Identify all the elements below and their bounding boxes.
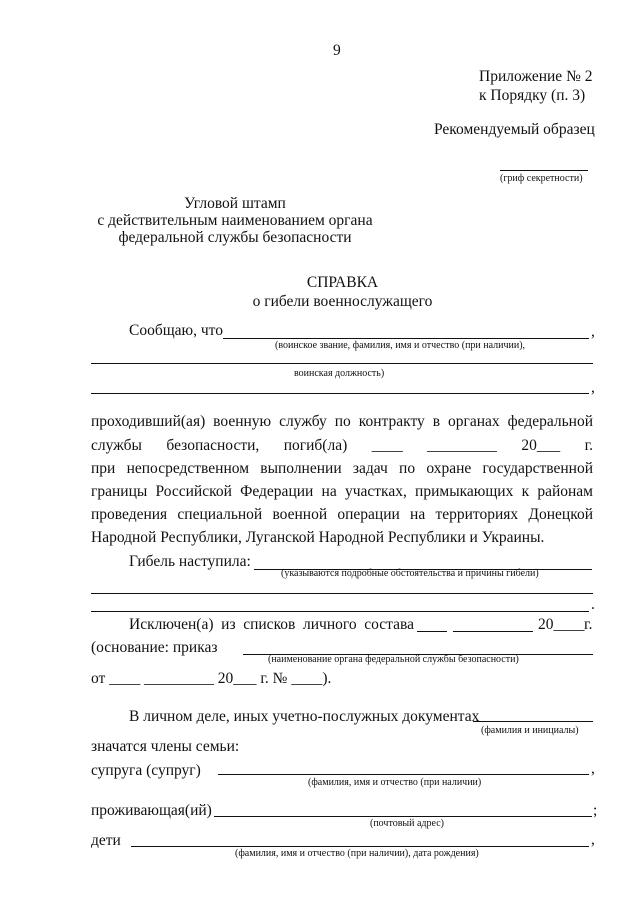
excluded-month-line (453, 631, 533, 632)
children-hint: (фамилия, имя и отчество (при наличии), дата рождения) (235, 848, 479, 859)
children-line (131, 846, 589, 847)
stamp-line-2: с действительным наименованием органа (97, 212, 373, 229)
page-number: 9 (333, 42, 341, 59)
body-line-6: Народной Республики, Луганской Народной Республики и Украины. (91, 529, 545, 546)
recommended-sample-label: Рекомендуемый образец (434, 121, 595, 138)
excluded-year: 20____ (538, 616, 585, 633)
death-line-2 (91, 593, 593, 594)
body-line-5: проведения специальной военной операции на территориях Донецкой (91, 506, 593, 523)
spouse-line (218, 774, 589, 775)
basis-hint: (наименование органа федеральной службы безопасности) (268, 654, 519, 665)
residing-label: проживающая(ий) (91, 802, 212, 819)
position-line (91, 393, 589, 394)
address-hint: (почтовый адрес) (370, 818, 444, 829)
document-subtitle: о гибели военнослужащего (252, 293, 433, 310)
excluded-day-line (417, 631, 447, 632)
secrecy-line (500, 170, 588, 171)
spouse-label: супруга (супруг) (91, 762, 201, 779)
intro-lead: Сообщаю, что (129, 322, 223, 339)
name-line (223, 338, 589, 339)
family-listed: значатся члены семьи: (91, 738, 240, 755)
secrecy-caption: (гриф секретности) (500, 173, 583, 184)
residing-semicolon: ; (593, 802, 598, 819)
children-comma: , (591, 831, 595, 848)
death-hint: (указываются подробные обстоятельства и причины гибели) (281, 568, 539, 579)
appendix-reference: к Порядку (п. 3) (479, 87, 586, 104)
spouse-comma: , (591, 760, 595, 777)
address-line (214, 816, 592, 817)
body-line-2: службы безопасности, погиб(ла) ____ _________ 20___ г. (91, 437, 594, 454)
position-hint: воинская должность) (294, 368, 385, 379)
death-label: Гибель наступила: (129, 553, 251, 570)
spouse-hint: (фамилия, имя и отчество (при наличии) (308, 777, 482, 788)
basis-label: (основание: приказ (91, 639, 218, 656)
intro-comma: , (591, 323, 595, 340)
stamp-line-1: Угловой штамп (184, 195, 286, 212)
body-line-1: проходивший(ая) военную службу по контракту в органах федеральной (91, 413, 593, 430)
appendix-title: Приложение № 2 (479, 68, 593, 85)
order-date-line: от ____ _________ 20___ г. № ____). (91, 670, 332, 687)
death-period: . (591, 596, 595, 613)
body-line-3: при непосредственном выполнении задач по охране государственной (91, 460, 593, 477)
family-lead: В личном деле, иных учетно-послужных документах (129, 708, 480, 725)
excluded-g: г. (584, 616, 593, 633)
body-line-4: границы Российской Федерации на участках, примыкающих к районам (91, 483, 593, 500)
stamp-line-3: федеральной службы безопасности (118, 229, 352, 246)
name-line-2 (91, 363, 593, 364)
excluded-text: Исключен(а) из списков личного состава (129, 616, 414, 633)
position-comma: , (591, 379, 595, 396)
initials-hint: (фамилия и инициалы) (481, 725, 579, 736)
name-hint: (воинское звание, фамилия, имя и отчество (при наличии), (275, 340, 526, 351)
children-label: дети (91, 832, 121, 849)
initials-line (473, 721, 593, 722)
death-line-3 (91, 611, 589, 612)
document-title: СПРАВКА (306, 274, 379, 291)
